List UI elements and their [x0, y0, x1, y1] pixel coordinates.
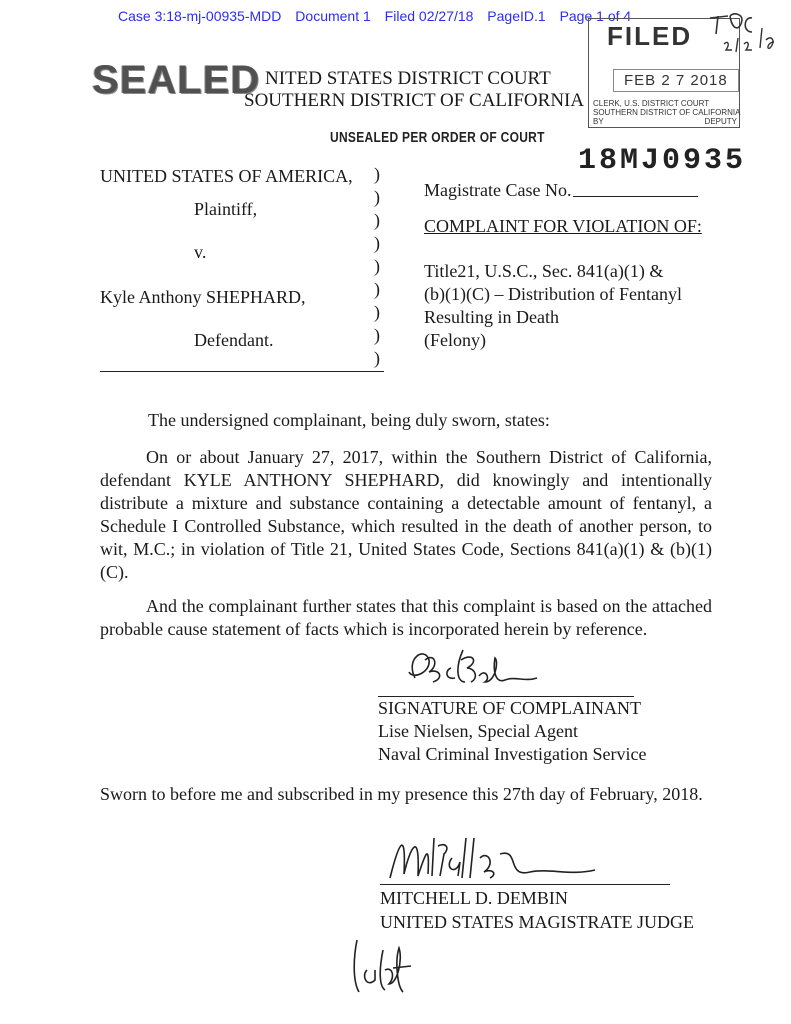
magistrate-case-label	[424, 178, 571, 202]
caption-underline	[100, 371, 384, 372]
judge-block	[380, 886, 694, 934]
signature-label: SIGNATURE OF COMPLAINANT	[378, 698, 642, 718]
complaint-title: COMPLAINT FOR VIOLATION OF:	[424, 216, 702, 236]
clerk-deputy: DEPUTY	[704, 117, 737, 126]
charge-line2: (b)(1)(C) – Distribution of Fentanyl	[424, 284, 682, 304]
page-id: PageID.1	[487, 8, 546, 24]
plaintiff-role: Plaintiff,	[194, 199, 258, 219]
sealed-stamp: SEALED	[92, 58, 261, 102]
judge-name: MITCHELL D. DEMBIN	[380, 888, 568, 908]
charge-block	[424, 260, 682, 352]
handwritten-note	[345, 930, 425, 1000]
charge-line4: (Felony)	[424, 330, 486, 350]
charge-line1: Title21, U.S.C., Sec. 841(a)(1) &	[424, 261, 664, 281]
complainant-agency: Naval Criminal Investigation Service	[378, 744, 647, 764]
clerk-by: BY	[593, 117, 604, 126]
probable-cause-paragraph: And the complainant further states that this complaint is based on the attached probable cause statement of facts which is incorporated herein by reference.	[100, 596, 712, 639]
complainant-block	[378, 697, 646, 766]
magistrate-case-text: Magistrate Case No.	[424, 180, 572, 200]
filed-stamp-date: FEB 2 7 2018	[613, 69, 739, 92]
unsealed-notice: UNSEALED PER ORDER OF COURT	[330, 128, 545, 146]
clerk-line3	[593, 117, 737, 126]
filed-date-header: Filed 02/27/18	[384, 8, 474, 24]
case-number-stamp: 18MJ0935	[578, 144, 747, 178]
defendant-name: Kyle Anthony SHEPHARD,	[100, 287, 306, 307]
complainant-name: Lise Nielsen, Special Agent	[378, 721, 578, 741]
judge-signature	[380, 818, 610, 893]
versus: v.	[194, 242, 207, 262]
clerk-line2: SOUTHERN DISTRICT OF CALIFORNIA	[593, 108, 741, 117]
charge-paragraph: On or about January 27, 2017, within the Southern District of California, defendant KYLE ANTHONY SHEPHARD, did knowingly and intentionally distribute a mixture and substance containing a detectable amount of fentanyl, a Schedule I Controlled Substance, which resulted in the death of another person, to wit, M.C.; in violation of Title 21, United States Code, Sections 841(a)(1) & (b)(1)(C).	[100, 447, 712, 582]
handwritten-initials	[704, 4, 790, 56]
page-count: Page 1 of 4	[559, 8, 632, 24]
sworn-statement: Sworn to before me and subscribed in my presence this 27th day of February, 2018.	[100, 784, 703, 804]
plaintiff-name: UNITED STATES OF AMERICA,	[100, 166, 353, 186]
complainant-signature	[395, 638, 545, 698]
document-number: Document 1	[295, 8, 371, 24]
case-number-header: Case 3:18-mj-00935-MDD	[118, 8, 282, 24]
filed-stamp-label: FILED	[607, 21, 693, 51]
judge-title: UNITED STATES MAGISTRATE JUDGE	[380, 912, 695, 932]
defendant-role: Defendant.	[194, 330, 274, 350]
charge-line3: Resulting in Death	[424, 307, 559, 327]
court-name-line2: SOUTHERN DISTRICT OF CALIFORNIA	[244, 90, 585, 111]
ecf-header	[118, 8, 641, 24]
court-name-line1: NITED STATES DISTRICT COURT	[265, 68, 551, 89]
filed-stamp-clerk	[593, 99, 741, 126]
judge-signature-line	[380, 884, 670, 885]
magistrate-case-line	[573, 196, 698, 197]
intro-statement: The undersigned complainant, being duly sworn, states:	[148, 410, 550, 430]
caption-parentheses: ) ) ) ) ) ) ) ) )	[374, 164, 380, 368]
clerk-line1: CLERK, U.S. DISTRICT COURT	[593, 99, 710, 108]
